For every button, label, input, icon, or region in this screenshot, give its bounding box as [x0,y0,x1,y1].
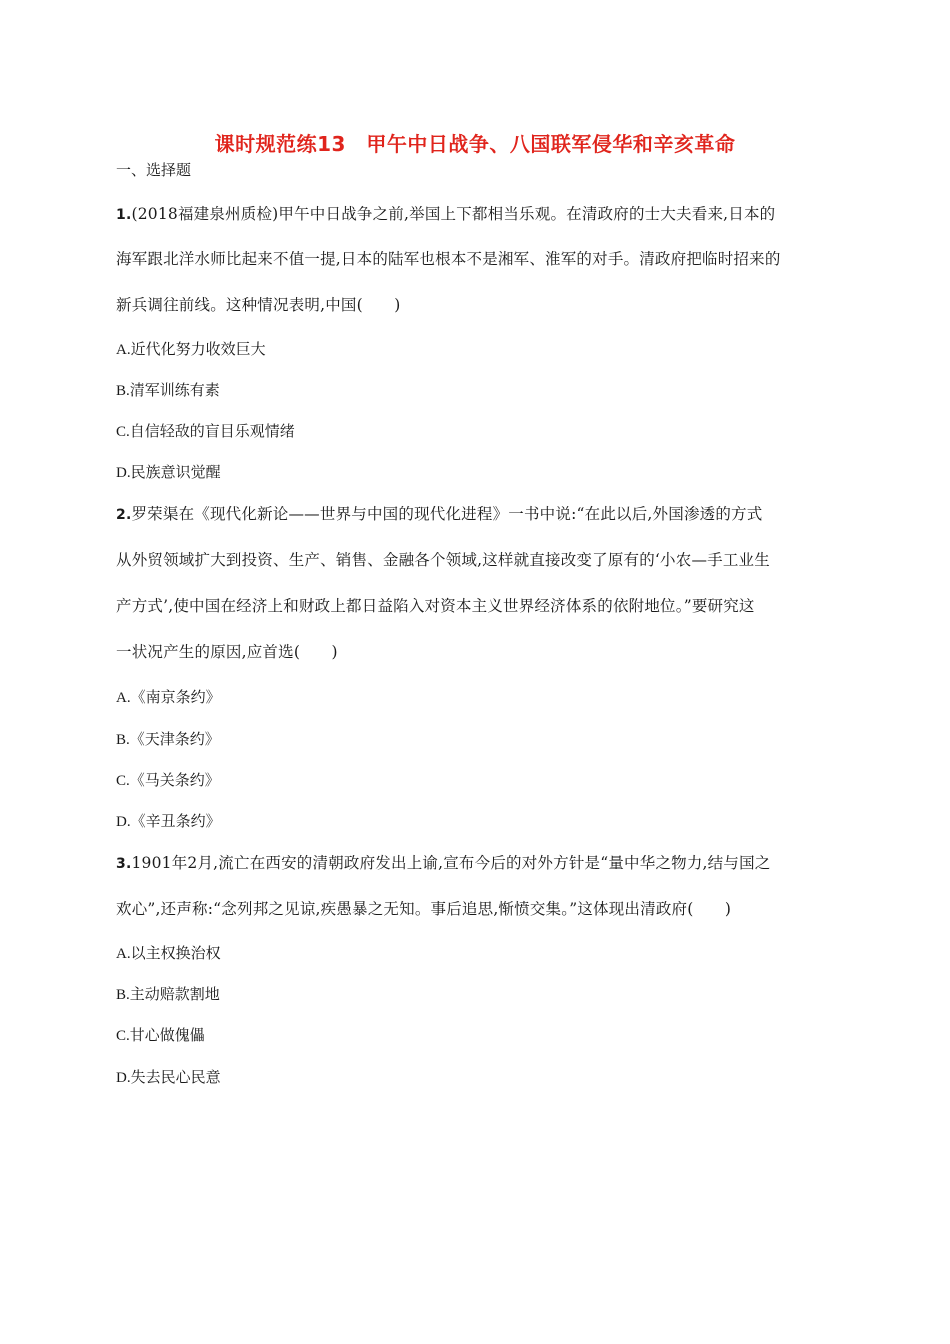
question-number: 2. [116,507,132,523]
option-letter: C. [116,1028,130,1044]
option-letter: A. [116,342,131,358]
question-1-line-3: 新兵调往前线。这种情况表明,中国( ) [116,296,401,314]
question-3-option-d [116,1066,221,1089]
question-2-line-3: 产方式’,使中国在经济上和财政上都日益陷入对资本主义世界经济体系的依附地位。”要研究这 [116,597,755,615]
option-text: 《南京条约》 [130,688,221,706]
option-text: 《辛丑条约》 [130,812,221,830]
option-text: 主动赔款割地 [129,985,220,1003]
option-letter: A. [116,690,131,706]
option-letter: D. [116,465,131,481]
question-3-option-b [116,983,220,1006]
option-text: 民族意识觉醒 [130,463,221,481]
question-2-line-1 [116,503,836,526]
option-letter: C. [116,424,130,440]
question-text: 1901年2月,流亡在西安的清朝政府发出上谕,宣布今后的对外方针是“量中华之物力,结与国之 [131,854,771,872]
option-letter: B. [116,732,130,748]
option-text: 《马关条约》 [129,771,220,789]
option-text: 近代化努力收效巨大 [130,340,266,358]
option-text: 清军训练有素 [129,381,220,399]
question-2-option-b [116,728,220,751]
option-letter: D. [116,814,131,830]
option-letter: A. [116,946,131,962]
question-1-line-1 [116,203,836,226]
question-3-line-2: 欢心”,还声称:“念列邦之见谅,疾愚暴之无知。事后追思,惭愤交集。”这体现出清政府( ) [116,900,732,918]
question-3-option-c [116,1024,205,1047]
option-text: 《天津条约》 [129,730,220,748]
option-text: 以主权换治权 [130,944,221,962]
question-number: 1. [116,207,132,223]
question-text: 罗荣渠在《现代化新论——世界与中国的现代化进程》一书中说:“在此以后,外国渗透的方式 [131,505,763,523]
option-letter: B. [116,383,130,399]
option-text: 失去民心民意 [130,1068,221,1086]
option-letter: D. [116,1070,131,1086]
question-3-line-1 [116,852,836,875]
question-number: 3. [116,856,132,872]
question-2-option-c [116,769,220,792]
question-2-option-a [116,686,221,709]
option-text: 甘心做傀儡 [129,1026,205,1044]
question-1-option-c [116,420,295,443]
question-2-line-4: 一状况产生的原因,应首选( ) [116,643,338,661]
question-1-option-b [116,379,220,402]
question-2-line-2: 从外贸领域扩大到投资、生产、销售、金融各个领域,这样就直接改变了原有的‘小农—手工业生 [116,551,770,569]
question-1-option-a [116,338,266,361]
option-text: 自信轻敌的盲目乐观情绪 [129,422,295,440]
question-2-option-d [116,810,221,833]
page-title: 课时规范练13 甲午中日战争、八国联军侵华和辛亥革命 [214,132,736,156]
question-1-option-d [116,461,221,484]
question-3-option-a [116,942,221,965]
section-heading: 一、选择题 [116,161,192,179]
question-1-line-2: 海军跟北洋水师比起来不值一提,日本的陆军也根本不是湘军、淮军的对手。清政府把临时招来的 [116,250,781,268]
option-letter: C. [116,773,130,789]
option-letter: B. [116,987,130,1003]
question-text: (2018福建泉州质检)甲午中日战争之前,举国上下都相当乐观。在清政府的士大夫看来,日本的 [131,205,776,223]
